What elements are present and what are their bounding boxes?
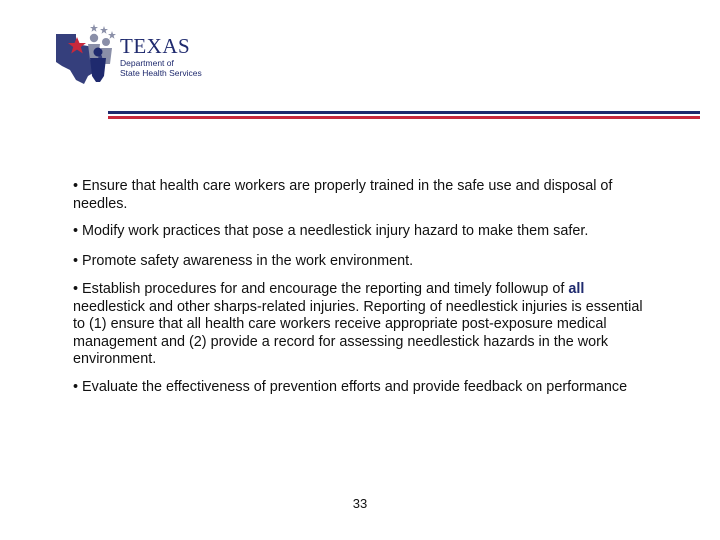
bullet-text-after: needlestick and other sharps-related injuries. Reporting of needlestick injuries is essential to (1) ensure that all health care workers receive appropriate post-exposure medical management and (2) provide a record for assessing needlestick hazards in the work environment. <box>73 298 643 367</box>
logo-subtitle-line-2: State Health Services <box>120 68 202 78</box>
logo-title: TEXAS <box>120 34 191 58</box>
texas-dshs-logo <box>54 22 214 86</box>
header-rule-blue <box>108 111 700 114</box>
bullet-emphasis-all: all <box>568 281 585 297</box>
bullet-item: • Evaluate the effectiveness of prevention efforts and provide feedback on performance <box>73 378 628 395</box>
bullet-text-before: • Establish procedures for and encourage the reporting and timely followup of <box>73 281 569 297</box>
bullet-item: • Promote safety awareness in the work environment. <box>73 252 414 269</box>
bullet-item: • Ensure that health care workers are properly trained in the safe use and disposal of needles. <box>73 178 613 212</box>
logo-subtitle <box>120 58 216 78</box>
bullet-list <box>73 178 653 406</box>
texas-dshs-logo-icon <box>54 22 120 86</box>
header-rule-red <box>108 116 700 119</box>
bullet-item-establish <box>73 281 653 369</box>
page-number: 33 <box>352 496 368 511</box>
logo-subtitle-line-1: Department of <box>120 58 174 68</box>
bullet-item: • Modify work practices that pose a needlestick injury hazard to make them safer. <box>73 223 589 239</box>
